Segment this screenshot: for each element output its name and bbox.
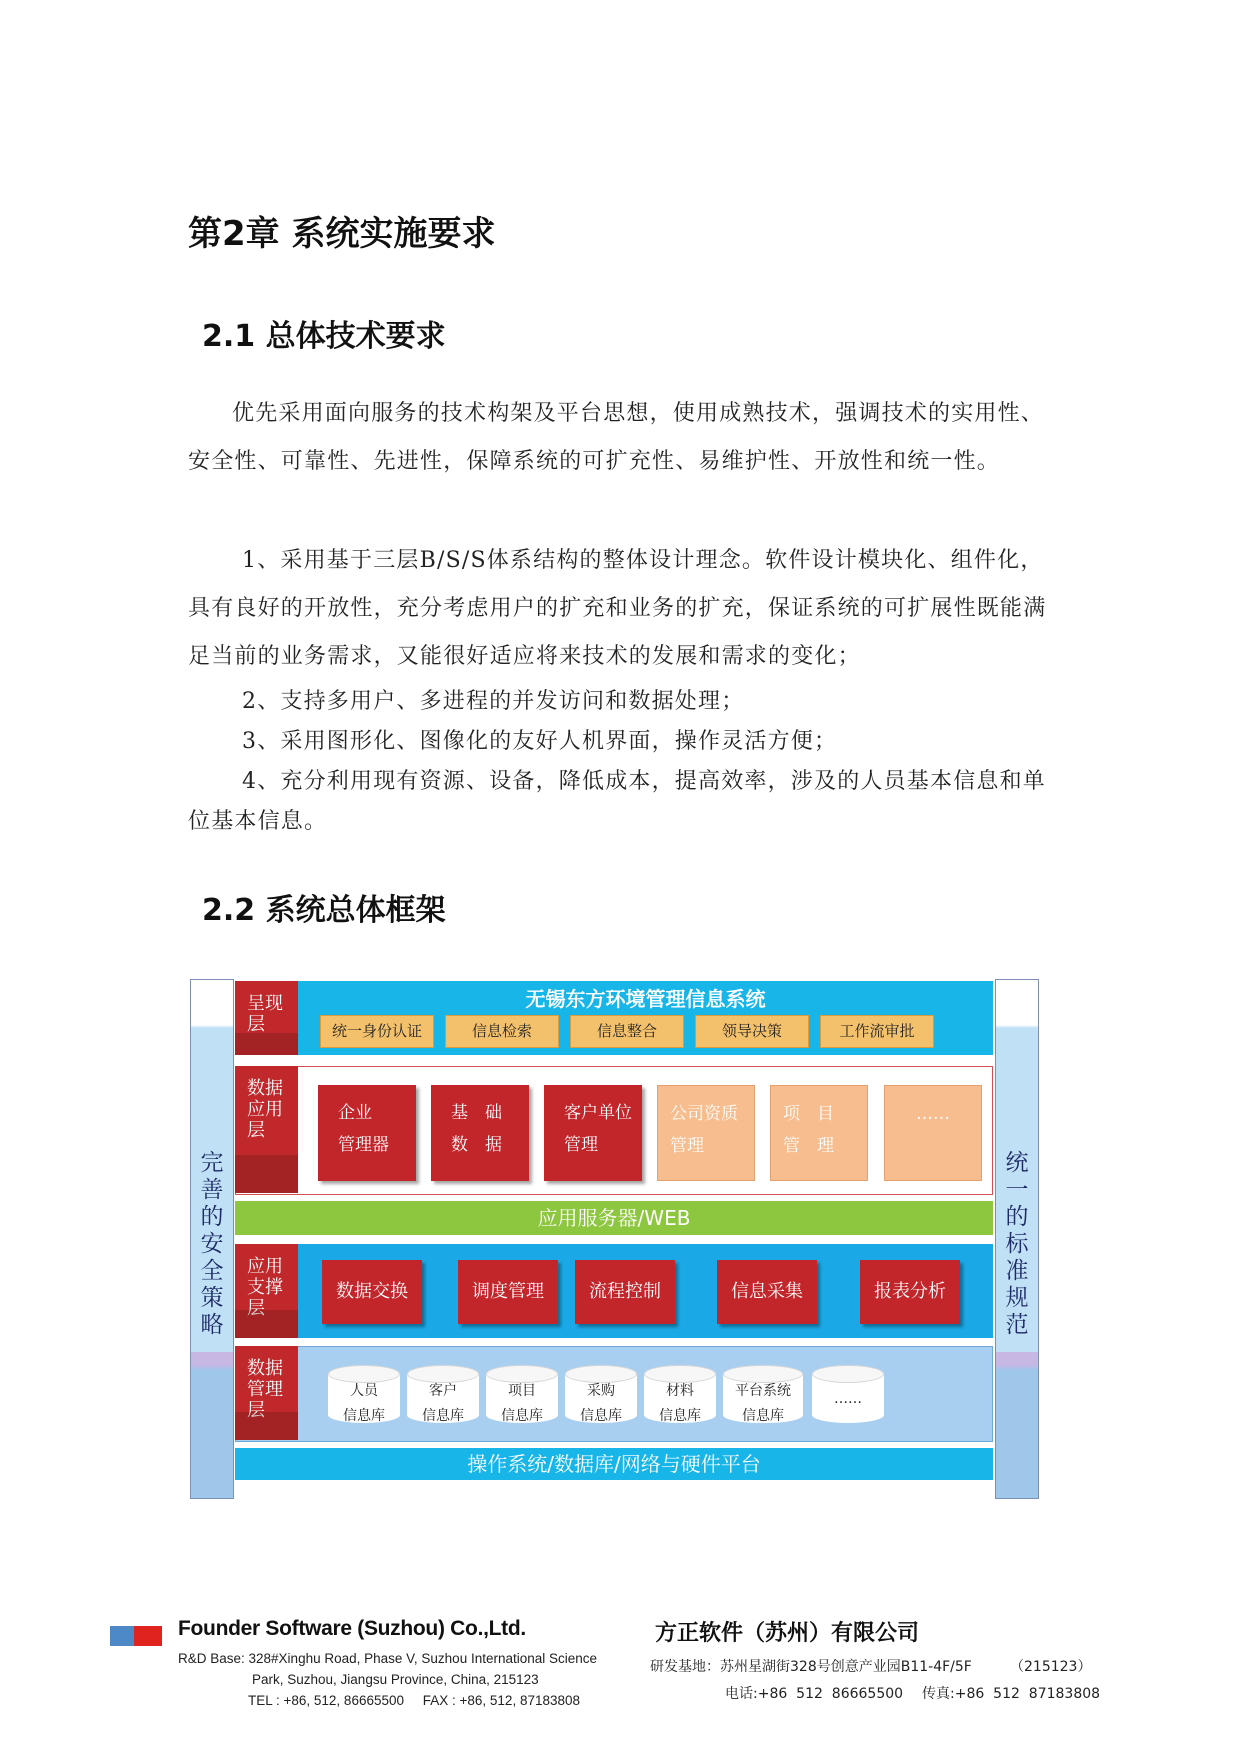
platform-system-db-icon: 平台系统 信息库 [723, 1363, 803, 1429]
enterprise-manager-box: 企业 管理器 [318, 1085, 416, 1181]
process-control-box: 流程控制 [575, 1260, 675, 1324]
identity-auth-box: 统一身份认证 [320, 1015, 434, 1048]
info-collection-box: 信息采集 [717, 1260, 817, 1324]
app-server-bar: 应用服务器/WEB [235, 1201, 993, 1235]
chapter-title: 第2章 系统实施要求 [188, 214, 496, 254]
requirement-2: 2、支持多用户、多进程的并发访问和数据处理； [242, 689, 745, 714]
basic-data-box: 基 础 数 据 [431, 1085, 529, 1181]
footer-company-cn: 方正软件（苏州）有限公司 [655, 1621, 920, 1646]
app-support-layer-label: 应用支撑层 [235, 1244, 298, 1338]
section-title-2-2: 2.2 系统总体框架 [202, 893, 446, 928]
standards-bar [995, 979, 1039, 1499]
materials-db-icon: 材料 信息库 [644, 1363, 716, 1429]
footer-address-en-1: R&D Base: 328#Xinghu Road, Phase V, Suzhou International Science [178, 1651, 598, 1666]
intro-paragraph: 优先采用面向服务的技术构架及平台思想，使用成熟技术，强调技术的实用性、安全性、可靠性、先进性，保障系统的可扩充性、易维护性、开放性和统一性。 [188, 401, 1045, 474]
footer-tel-cn: 电话:+86 512 86665500 [725, 1686, 904, 1702]
security-strategy-bar [190, 979, 234, 1499]
presentation-layer [235, 981, 993, 1055]
data-management-layer [235, 1346, 993, 1442]
company-logo [110, 1626, 134, 1646]
company-qualification-box: 公司资质 管理 [657, 1085, 755, 1181]
footer-postcode-cn: （215123） [1010, 1659, 1092, 1675]
presentation-layer-label: 呈现层 [235, 981, 298, 1055]
system-title: 无锡东方环境管理信息系统 [525, 987, 766, 1011]
client-unit-management-box: 客户单位 管理 [544, 1085, 642, 1181]
requirement-1: 1、采用基于三层B/S/S体系结构的整体设计理念。软件设计模块化、组件化，具有良好的开放性，充分考虑用户的扩充和业务的扩充，保证系统的可扩展性既能满足当前的业务需求，又能很好适应将来技术的发展和需求的变化； [188, 548, 1047, 669]
more-apps-box: …… [884, 1085, 982, 1181]
project-db-icon: 项目 信息库 [486, 1363, 558, 1429]
footer-address-cn: 研发基地：苏州星湖街328号创意产业园B11-4F/5F [650, 1659, 972, 1675]
project-management-box: 项 目 管 理 [770, 1085, 868, 1181]
standards-label: 统一的标准规范 [1005, 1150, 1029, 1338]
info-integration-box: 信息整合 [570, 1015, 684, 1048]
requirement-3: 3、采用图形化、图像化的友好人机界面，操作灵活方便； [242, 729, 838, 754]
app-support-layer [235, 1244, 993, 1338]
leadership-decision-box: 领导决策 [695, 1015, 809, 1048]
data-management-layer-label: 数据管理层 [235, 1346, 298, 1440]
workflow-approval-box: 工作流审批 [820, 1015, 934, 1048]
section-title-2-1: 2.1 总体技术要求 [202, 319, 446, 354]
system-architecture-diagram [190, 979, 1046, 1505]
footer-contact-en: TEL : +86, 512, 86665500 FAX : +86, 512, 87183808 [248, 1693, 581, 1708]
footer-address-en-2: Park, Suzhou, Jiangsu Province, China, 215123 [252, 1672, 539, 1687]
data-exchange-box: 数据交换 [322, 1260, 422, 1324]
more-db-icon: …… [812, 1363, 884, 1429]
data-application-layer [235, 1066, 993, 1195]
info-search-box: 信息检索 [445, 1015, 559, 1048]
platform-bar: 操作系统/数据库/网络与硬件平台 [235, 1448, 993, 1480]
procurement-db-icon: 采购 信息库 [565, 1363, 637, 1429]
footer-fax-cn: 传真:+86 512 87183808 [922, 1686, 1101, 1702]
footer-company-en: Founder Software (Suzhou) Co.,Ltd. [178, 1617, 526, 1640]
data-application-layer-label: 数据应用层 [235, 1066, 298, 1193]
personnel-db-icon: 人员 信息库 [328, 1363, 400, 1429]
company-logo-red [134, 1626, 162, 1646]
requirement-4: 4、充分利用现有资源、设备，降低成本，提高效率，涉及的人员基本信息和单位基本信息。 [188, 769, 1046, 834]
security-strategy-label: 完善的安全策略 [200, 1150, 224, 1338]
report-analysis-box: 报表分析 [860, 1260, 960, 1324]
client-db-icon: 客户 信息库 [407, 1363, 479, 1429]
scheduling-box: 调度管理 [458, 1260, 558, 1324]
